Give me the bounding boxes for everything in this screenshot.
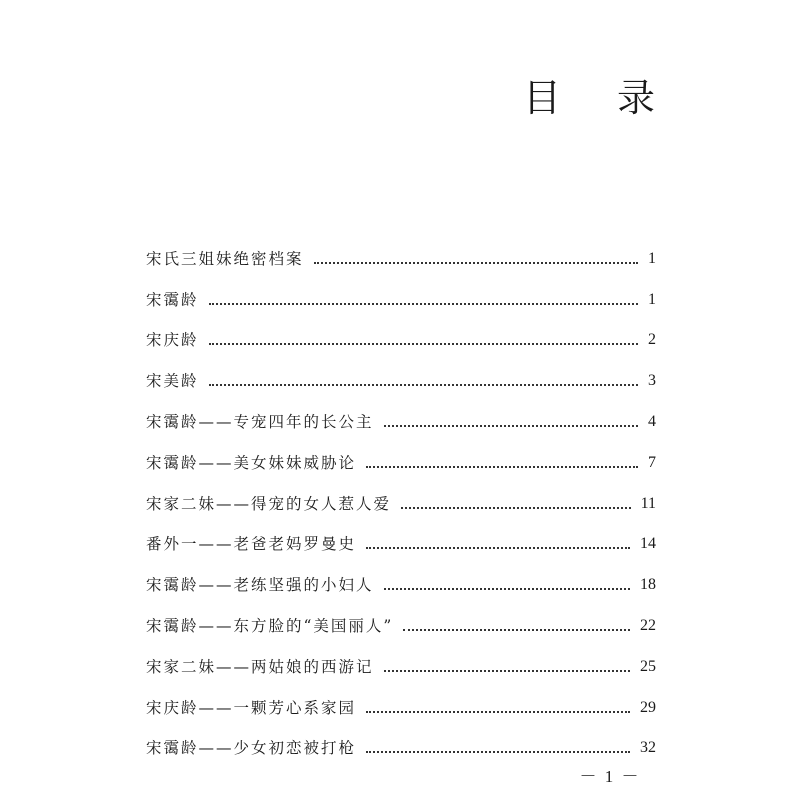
toc-entry-page: 4 [648,412,656,430]
toc-entry-page: 3 [648,372,656,390]
toc-entry-title: 宋霭龄——美女妹妹威胁论 [146,453,357,472]
toc-entry-title: 宋美龄 [146,372,199,391]
toc-entry[interactable] [146,601,656,642]
toc-entry-page: 18 [640,576,656,594]
toc-leader-dots [366,466,638,468]
toc-entry-title: 宋氏三姐妹绝密档案 [146,249,304,268]
toc-entry[interactable] [146,642,656,683]
table-of-contents [146,234,656,764]
toc-entry[interactable] [146,479,656,520]
toc-entry[interactable] [146,397,656,438]
toc-entry[interactable] [146,683,656,724]
toc-entry-page: 7 [648,453,656,471]
toc-entry[interactable] [146,275,656,316]
toc-entry-title: 宋庆龄 [146,331,199,350]
toc-leader-dots [366,751,630,753]
toc-leader-dots [401,507,631,509]
toc-entry[interactable] [146,234,656,275]
page-number: － 1 － [579,767,641,786]
toc-entry[interactable] [146,438,656,479]
toc-entry-page: 1 [648,249,656,267]
toc-entry-page: 11 [640,494,656,512]
toc-entry-title: 宋霭龄 [146,290,199,309]
toc-entry-page: 1 [648,290,656,308]
toc-leader-dots [209,343,638,345]
toc-entry-page: 14 [640,535,656,553]
toc-leader-dots [384,588,630,590]
toc-leader-dots [209,384,638,386]
toc-leader-dots [366,547,630,549]
toc-entry[interactable] [146,724,656,765]
toc-entry-title: 宋霭龄——专宠四年的长公主 [146,412,374,431]
toc-entry-page: 25 [640,657,656,675]
toc-leader-dots [314,262,638,264]
toc-entry-title: 宋霭龄——老练坚强的小妇人 [146,576,374,595]
toc-leader-dots [384,670,630,672]
toc-entry-page: 2 [648,331,656,349]
toc-entry-page: 29 [640,698,656,716]
toc-entry-title: 宋霭龄——少女初恋被打枪 [146,739,357,758]
toc-entry-title: 宋庆龄——一颗芳心系家园 [146,698,357,717]
page-title: 目 录 [522,76,678,120]
toc-entry[interactable] [146,316,656,357]
toc-entry-title: 宋家二妹——得宠的女人惹人爱 [146,494,392,513]
toc-entry-title: 宋家二妹——两姑娘的西游记 [146,657,374,676]
toc-entry[interactable] [146,356,656,397]
toc-leader-dots [384,425,638,427]
toc-leader-dots [209,303,638,305]
toc-entry-page: 22 [640,616,656,634]
toc-entry[interactable] [146,560,656,601]
toc-leader-dots [403,629,630,631]
toc-entry-page: 32 [640,739,656,757]
toc-entry-title: 宋霭龄——东方脸的“美国丽人” [146,616,394,635]
toc-entry[interactable] [146,520,656,561]
toc-entry-title: 番外一——老爸老妈罗曼史 [146,535,357,554]
toc-leader-dots [366,711,630,713]
